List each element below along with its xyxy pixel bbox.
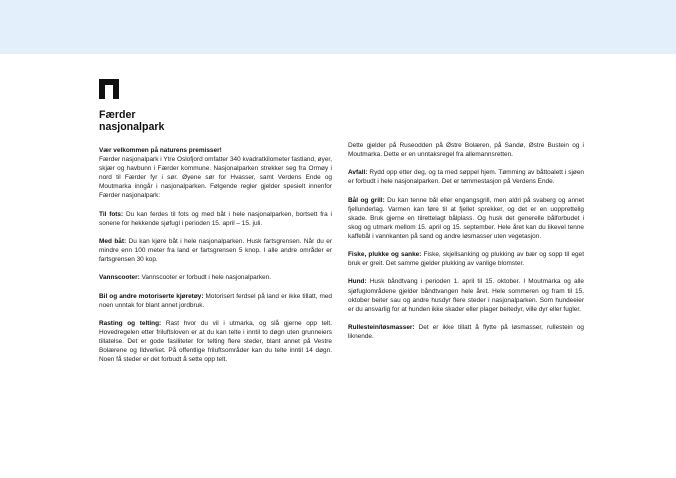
bil-text: Motorisert ferdsel på land er ikke tillatt, med noen unntak for blant annet jordbruk. xyxy=(99,292,332,309)
hund-label: Hund: xyxy=(348,278,367,286)
bat-label: Med båt: xyxy=(99,237,127,245)
continuation-text: Dette gjelder på Ruseodden på Østre Bolæren, på Sandø, Østre Bustein og i Moutmarka. Dette er en unntaksregel fra allemannsretten. xyxy=(348,142,584,159)
nasjonalpark-logo-icon xyxy=(99,79,119,99)
rasting-paragraph xyxy=(99,319,332,364)
baal-paragraph xyxy=(348,196,584,241)
bat-paragraph xyxy=(99,237,332,264)
fiske-paragraph xyxy=(348,250,584,268)
vannscooter-text: Vannscooter er forbudt i hele nasjonalparken. xyxy=(139,274,271,282)
baal-text: Du kan tenne bål eller engangsgrill, men aldri på svaberg og annet fjellunderlag. Varmen kan føre til at fjellet sprekker, og det er en uopprettelig skade. Bruk gjerne en tilrettelagt bålplass. Og husk det generelle bålforbudet i skog og utmark mellom 15. april og 15. september. Hele året kan du likevel tenne kaffebål i vannkanten på sand og andre løsmasser uten vegetasjon. xyxy=(348,196,584,240)
vannscooter-label: Vannscooter: xyxy=(99,274,140,282)
fots-paragraph xyxy=(99,210,332,228)
avfall-text: Rydd opp etter deg, og ta med søppel hjem. Tømming av båttoalett i sjøen er forbudt i hele nasjonalparken. Det er tømmestasjon på Verdens Ende. xyxy=(348,169,584,186)
rullestein-paragraph xyxy=(348,323,584,341)
avfall-paragraph xyxy=(348,168,584,186)
rullestein-label: Rullestein/løsmasser: xyxy=(348,323,415,331)
hund-text: Husk båndtvang i perioden 1. april til 15. oktober. I Moutmarka og alle sjøfuglområdene gjelder båndtvangen hele året. Hele sommeren og fram til 15. oktober beiter sau og andre husdyr flere steder i nasjonalparken. Som hundeeier er du ansvarlig for at hunden ikke skader eller plager beitedyr, ville dyr eller fugler. xyxy=(348,278,584,313)
page-title xyxy=(99,109,164,133)
rasting-text: Rast hvor du vil i utmarka, og slå gjerne opp telt. Hovedregelen etter friluftsloven er at du kan telte i inntil to døgn uten grunneiers tillatelse. Det er gode fasiliteter for telting flere steder, blant annet på Vestre Bolærene og Ildverket. På offentlige friluftsområder kan du telte inntil 14 døgn. Noen få steder er det forbudt å sette opp telt. xyxy=(99,319,332,364)
bat-text: Du kan kjøre båt i hele nasjonalparken. Husk fartsgrensen. Når du er mindre enn 100 meter fra land er fartsgrensen 5 knop. I alle andre områder er fartsgrensen 30 kop. xyxy=(99,237,333,264)
intro-heading: Vær velkommen på naturens premisser! xyxy=(99,147,222,154)
intro-paragraph xyxy=(99,146,332,201)
intro-text: Færder nasjonalpark i Ytre Oslofjord omfatter 340 kvadratkilometer fastland, øyer, skjær og havbunn i Færder kommune. Nasjonalparken strekker seg fra Ormøy i nord til Færder fyr i sør. Øyene sør for Hvasser, samt Verdens Ende og Moutmarka inngår i nasjonalparken. Følgende regler gjelder spesielt innenfor Færder nasjonalpark: xyxy=(99,156,332,200)
left-column xyxy=(99,146,332,373)
title-line-1: Færder xyxy=(99,109,136,121)
rullestein-text: Det er ikke tillatt å flytte på løsmasser, rullestein og liknende. xyxy=(348,323,584,340)
bil-label: Bil og andre motoriserte kjøretøy: xyxy=(99,292,204,300)
bil-paragraph xyxy=(99,292,332,310)
fiske-text: Fiske, skjellsanking og plukking av bær og sopp til eget bruk er greit. Det samme gjelder plukking av vanlige blomster. xyxy=(348,251,584,268)
hund-paragraph xyxy=(348,277,584,313)
right-column xyxy=(348,141,584,350)
vannscooter-paragraph xyxy=(99,273,332,282)
fiske-label: Fiske, plukke og sanke: xyxy=(348,251,422,259)
rasting-label: Rasting og telting: xyxy=(99,319,162,327)
title-line-2: nasjonalpark xyxy=(99,121,165,133)
continuation-paragraph xyxy=(348,141,584,159)
top-banner xyxy=(0,0,676,54)
baal-label: Bål og grill: xyxy=(348,196,385,204)
fots-text: Du kan ferdes til fots og med båt i hele nasjonalparken, bortsett fra i sonene for hekkende sjøfugl i perioden 15. april – 15. juli. xyxy=(99,210,332,227)
avfall-label: Avfall: xyxy=(348,169,368,177)
fots-label: Til fots: xyxy=(99,210,124,218)
